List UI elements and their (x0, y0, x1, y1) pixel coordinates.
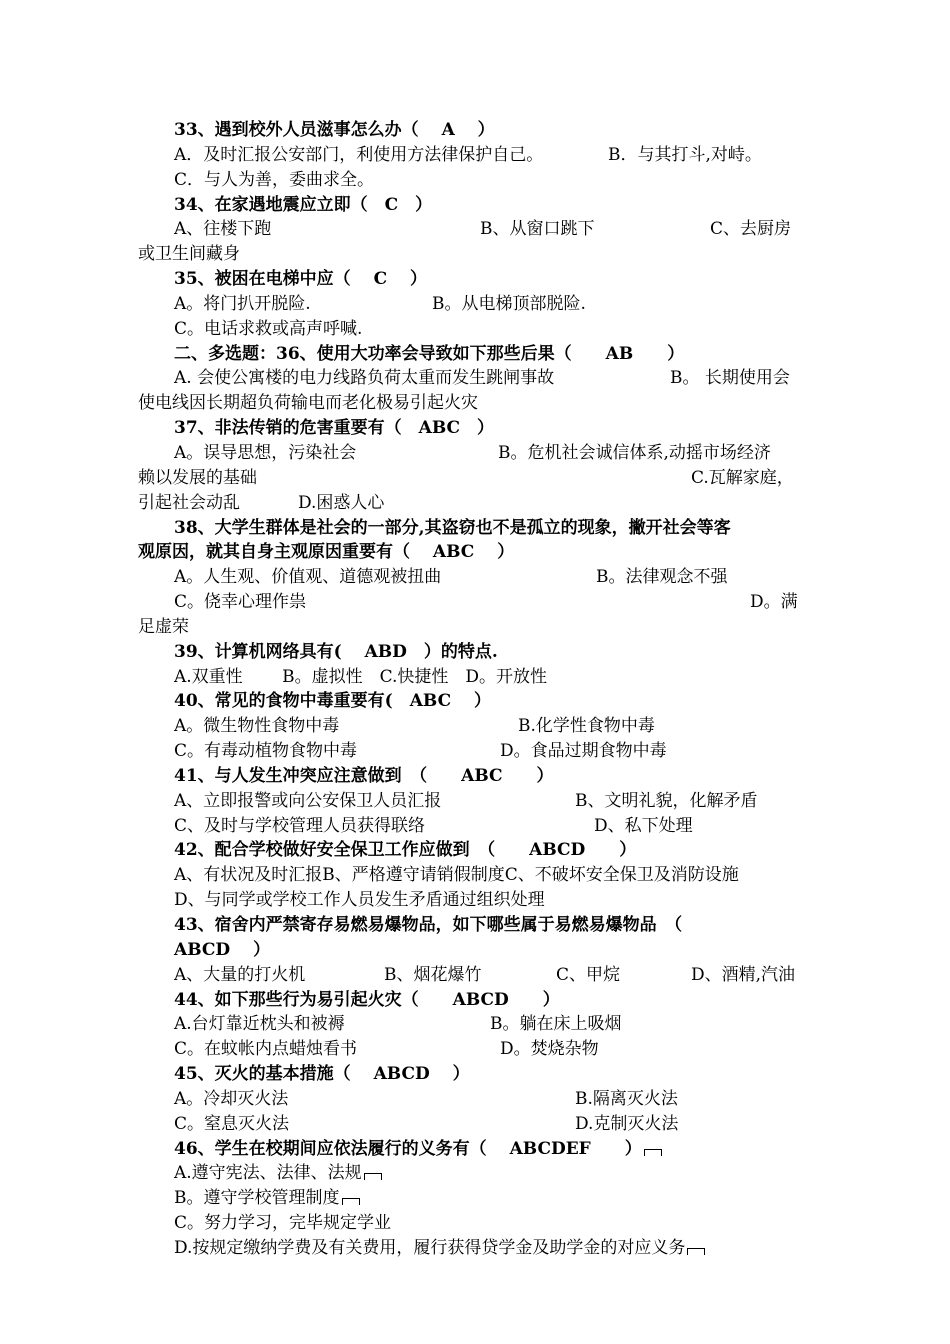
option-line: A.遵守宪法、法律、法规 (138, 1161, 808, 1186)
option-line: C、及时与学校管理人员获得联络 D、私下处理 (174, 815, 693, 836)
document-page (138, 118, 808, 1261)
option-line: C。有毒动植物食物中毒 D。食品过期食物中毒 (174, 741, 667, 762)
question-45: 45、灭火的基本措施（ ABCD ） (174, 1064, 470, 1085)
option-line: 或卫生间藏身 (138, 244, 240, 265)
option-line: A、往楼下跑 B、从窗口跳下 C、去厨房 (174, 219, 792, 240)
option-line: C。努力学习，完毕规定学业 (174, 1213, 392, 1234)
option-line: D.按规定缴纳学费及有关费用，履行获得贷学金及助学金的对应义务 (138, 1236, 808, 1261)
option-line: A. 会使公寓楼的电力线路负荷太重而发生跳闸事故 B。 长期使用会 (174, 368, 790, 389)
option-line: A.台灯靠近枕头和被褥 B。躺在床上吸烟 (174, 1014, 622, 1035)
question-43: 43、宿舍内严禁寄存易燃易爆物品，如下哪些属于易燃易爆物品 （ (174, 915, 683, 935)
option-line: A、大量的打火机 B、烟花爆竹 C、甲烷 D、酒精,汽油 (174, 964, 796, 985)
option-line: C．与人为善，委曲求全。 (174, 169, 375, 190)
option-line: A。人生观、价值观、道德观被扭曲 B。法律观念不强 (174, 567, 728, 588)
question-42: 42、配合学校做好安全保卫工作应做到 （ ABCD ） (174, 840, 637, 861)
paragraph-mark-icon (364, 1173, 382, 1180)
option-line: A.双重性 B。虚拟性 C.快捷性 D。开放性 (174, 666, 548, 687)
question-38: 38、大学生群体是社会的一部分,其盗窃也不是孤立的现象，撇开社会等客 (174, 517, 731, 538)
question-40: 40、常见的食物中毒重要有( ABC ） (174, 691, 492, 712)
option-line: 足虚荣 (138, 616, 189, 637)
paragraph-mark-icon (687, 1248, 705, 1255)
question-43-continued: ABCD ） (174, 939, 271, 960)
question-38-continued: 观原因，就其自身主观原因重要有（ ABC ） (138, 542, 515, 563)
option-line: A。误导思想，污染社会 B。危机社会诚信体系,动摇市场经济 (174, 442, 771, 463)
option-line: A。将门扒开脱险. B。从电梯顶部脱险. (174, 293, 586, 314)
option-line: B。遵守学校管理制度 (138, 1186, 808, 1211)
question-39: 39、计算机网络具有( ABD ）的特点. (174, 641, 498, 662)
paragraph-mark-icon (644, 1149, 662, 1156)
question-35: 35、被困在电梯中应（ C ） (174, 269, 428, 290)
question-37: 37、非法传销的危害重要有（ ABC ） (174, 418, 495, 439)
option-line: A．及时汇报公安部门，利使用方法律保护自己。 B．与其打斗,对峙。 (174, 144, 762, 165)
option-line: A、立即报警或向公安保卫人员汇报 B、文明礼貌，化解矛盾 (174, 790, 758, 811)
option-line: 引起社会动乱 D.困惑人心 (138, 492, 385, 513)
option-line: D、与同学或学校工作人员发生矛盾通过组织处理 (174, 890, 545, 911)
option-line: 使电线因长期超负荷输电而老化极易引起火灾 (138, 393, 478, 414)
question-41: 41、与人发生冲突应注意做到 （ ABC ） (174, 765, 554, 786)
option-line: A。冷却灭火法 B.隔离灭火法 (174, 1088, 678, 1109)
option-line: C。窒息灭火法 D.克制灭火法 (174, 1113, 679, 1134)
option-line: C。在蚊帐内点蜡烛看书 D。焚烧杂物 (174, 1039, 599, 1060)
question-36: 二、多选题：36、使用大功率会导致如下那些后果（ AB ） (174, 343, 685, 364)
question-33: 33、遇到校外人员滋事怎么办（ A ） (174, 120, 495, 140)
paragraph-mark-icon (342, 1198, 360, 1205)
option-line: A、有状况及时汇报B、严格遵守请销假制度C、不破坏安全保卫及消防设施 (174, 865, 739, 886)
option-line: 赖以发展的基础 C.瓦解家庭， (138, 467, 794, 488)
question-44: 44、如下那些行为易引起火灾（ ABCD ） (174, 989, 560, 1010)
option-line: C。侥幸心理作祟 D。满 (174, 592, 798, 613)
question-34: 34、在家遇地震应立即（ C ） (174, 194, 433, 215)
option-line: A。微生物性食物中毒 B.化学性食物中毒 (174, 716, 655, 737)
option-line: C。电话求救或高声呼喊. (174, 318, 363, 339)
question-46: 46、学生在校期间应依法履行的义务有（ ABCDEF ） (138, 1137, 808, 1162)
